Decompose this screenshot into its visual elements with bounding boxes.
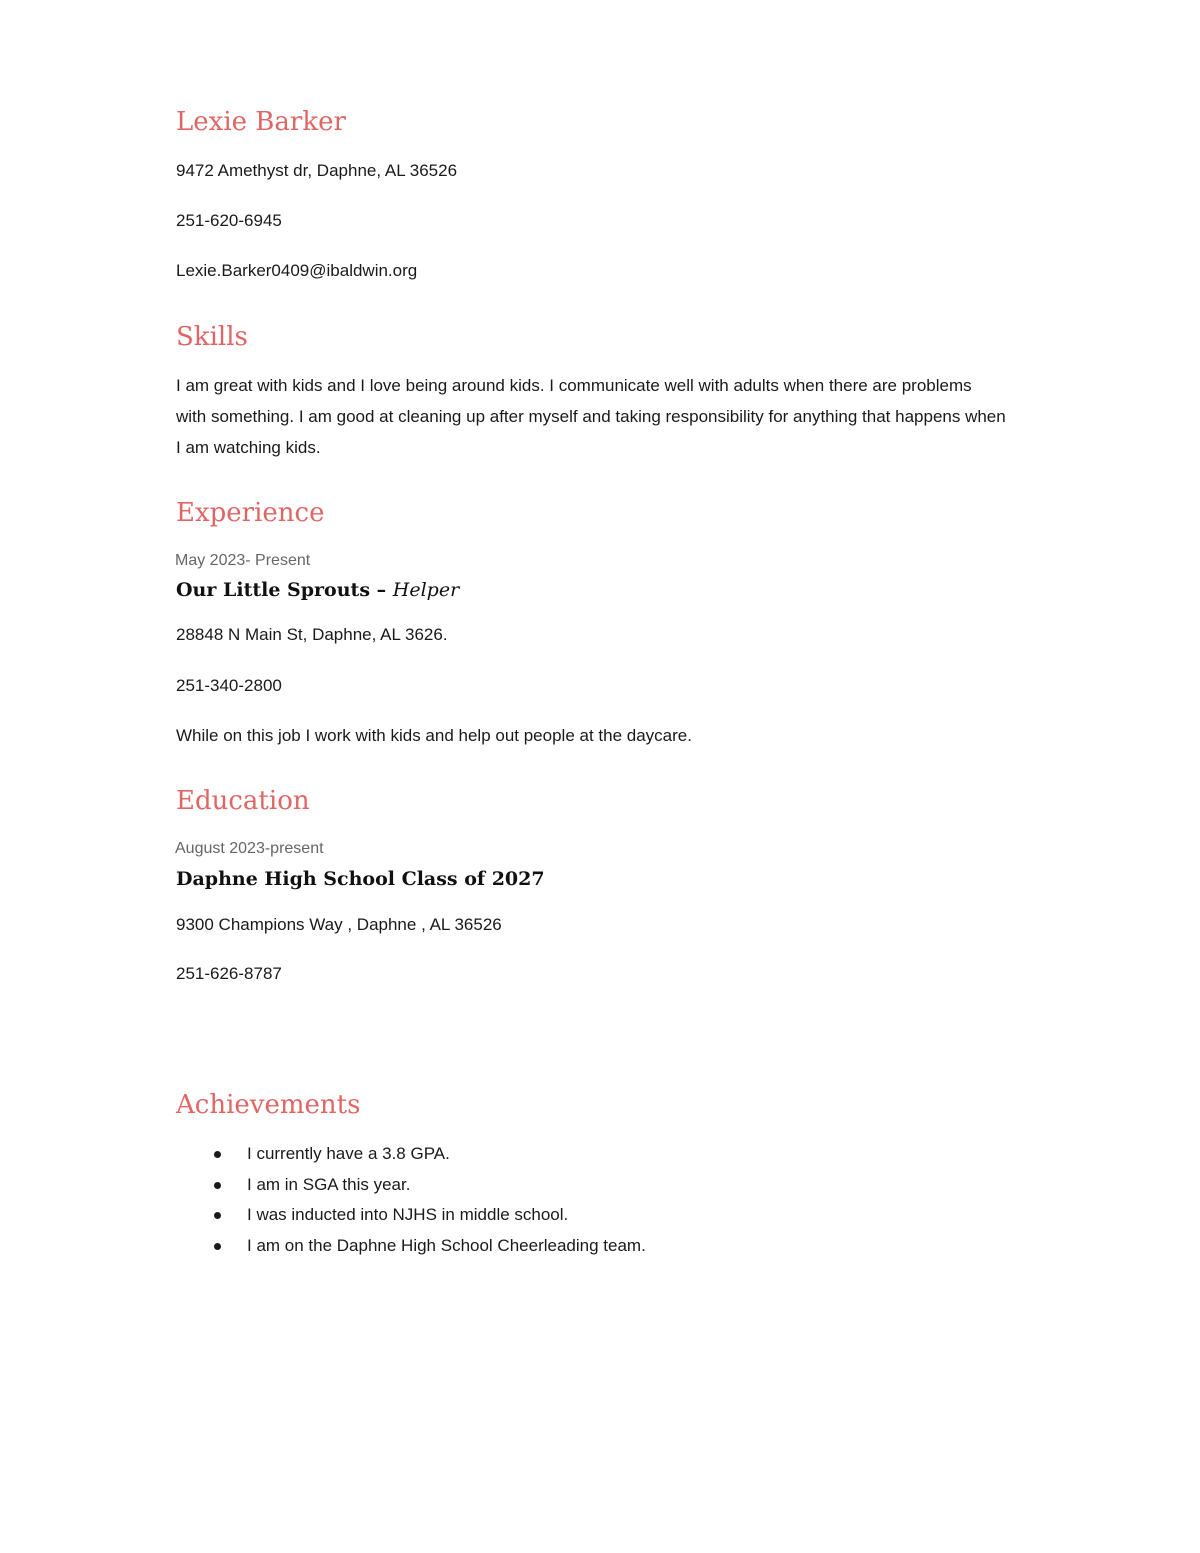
skills-heading: Skills: [176, 322, 248, 352]
education-phone: 251-626-8787: [176, 964, 282, 983]
bullet-icon: [214, 1212, 221, 1219]
achievements-heading: Achievements: [176, 1090, 361, 1120]
bullet-icon: [214, 1243, 221, 1250]
experience-date: May 2023- Present: [175, 552, 311, 569]
achievement-text: I am in SGA this year.: [247, 1174, 411, 1194]
list-item: [176, 1172, 646, 1203]
achievements-list: [176, 1141, 646, 1263]
bullet-icon: [214, 1151, 221, 1158]
bullet-icon: [214, 1182, 221, 1189]
contact-email: Lexie.Barker0409@ibaldwin.org: [176, 261, 418, 280]
experience-description: While on this job I work with kids and help out people at the daycare.: [176, 726, 692, 745]
experience-organization: Our Little Sprouts: [176, 579, 371, 601]
name-heading: Lexie Barker: [176, 107, 346, 137]
experience-heading: Experience: [176, 498, 325, 528]
achievement-text: I was inducted into NJHS in middle school.: [247, 1205, 569, 1225]
list-item: [176, 1233, 646, 1264]
contact-address: 9472 Amethyst dr, Daphne, AL 36526: [176, 161, 458, 180]
list-item: [176, 1202, 646, 1233]
list-item: [176, 1141, 646, 1172]
education-school: Daphne High School Class of 2027: [176, 868, 545, 890]
skills-text: I am great with kids and I love being around kids. I communicate well with adults when there are problems with something. I am good at cleaning up after myself and taking responsibility for anything that happens when I am watching kids.: [176, 376, 1006, 457]
education-date: August 2023-present: [175, 840, 324, 857]
experience-role: Helper: [392, 579, 460, 601]
experience-phone: 251-340-2800: [176, 676, 282, 695]
achievement-text: I am on the Daphne High School Cheerleading team.: [247, 1235, 646, 1255]
education-heading: Education: [176, 786, 310, 816]
experience-title: [176, 577, 459, 603]
education-address: 9300 Champions Way , Daphne , AL 36526: [176, 915, 502, 934]
contact-phone: 251-620-6945: [176, 211, 282, 230]
experience-address: 28848 N Main St, Daphne, AL 3626.: [176, 625, 448, 644]
achievement-text: I currently have a 3.8 GPA.: [247, 1144, 450, 1163]
experience-separator: –: [370, 579, 393, 601]
